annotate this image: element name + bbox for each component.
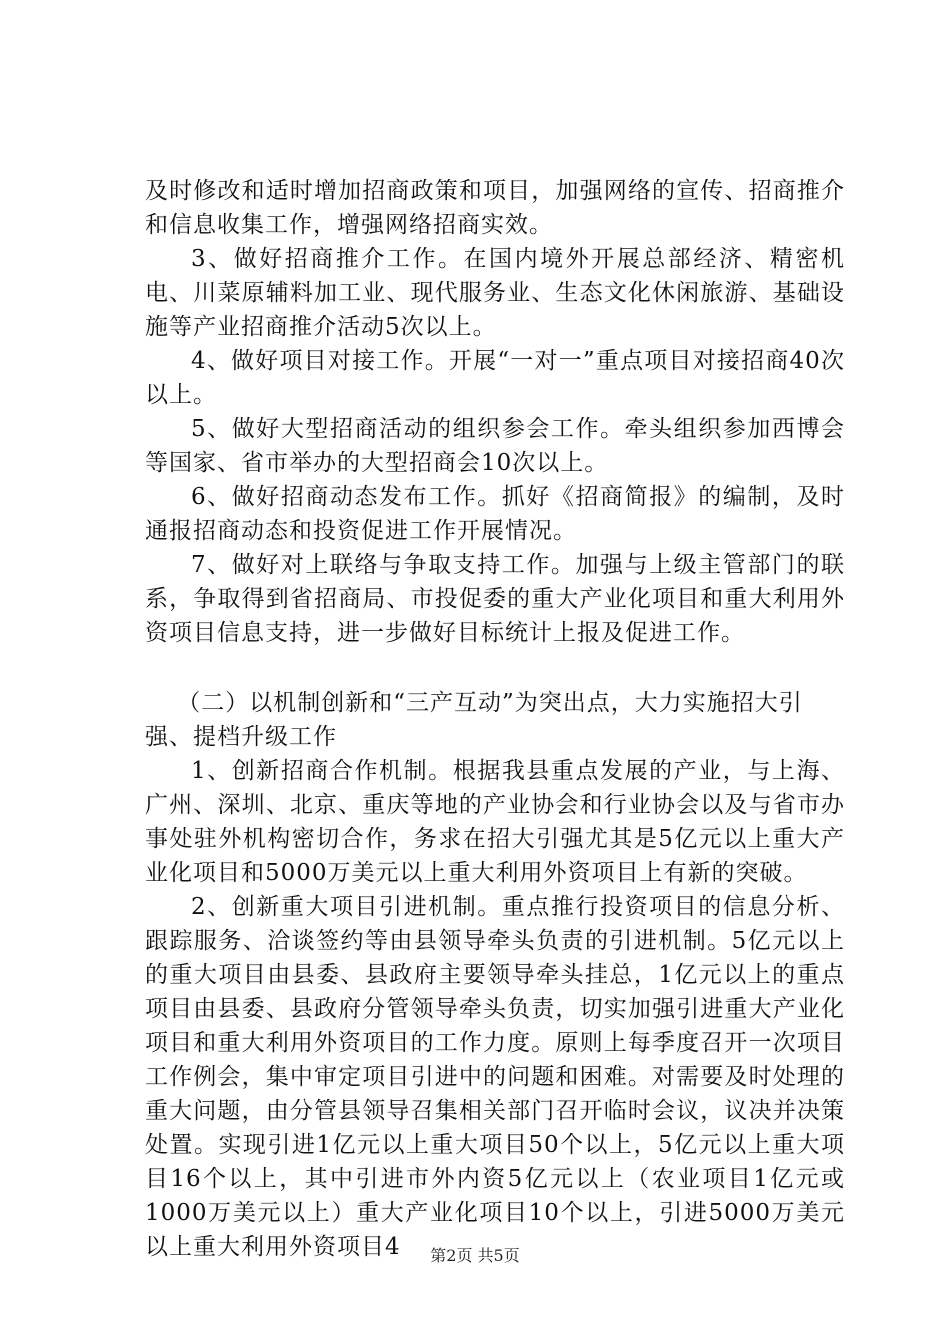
paragraph-section2-item-2: 2、创新重大项目引进机制。重点推行投资项目的信息分析、跟踪服务、洽谈签约等由县领导牵头负责的引进机制。5亿元以上的重大项目由县委、县政府主要领导牵头挂总，1亿元以上的重点项目由县委、县政府分管领导牵头负责，切实加强引进重大产业化项目和重大利用外资项目的工作力度。原则上每季度召开一次项目工作例会，集中审定项目引进中的问题和困难。对需要及时处理的重大问题，由分管县领导召集相关部门召开临时会议，议决并决策处置。实现引进1亿元以上重大项目50个以上，5亿元以上重大项目16个以上，其中引进市外内资5亿元以上（农业项目1亿元或1000万美元以上）重大产业化项目10个以上，引进5000万美元以上重大利用外资项目4 (145, 894, 845, 1260)
paragraph-item-7: 7、做好对上联络与争取支持工作。加强与上级主管部门的联系，争取得到省招商局、市投促委的重大产业化项目和重大利用外资项目信息支持，进一步做好目标统计上报及促进工作。 (145, 552, 845, 646)
paragraph-continuation: 及时修改和适时增加招商政策和项目，加强网络的宣传、招商推介和信息收集工作，增强网络招商实效。 (145, 178, 845, 238)
paragraph-section2-item-1: 1、创新招商合作机制。根据我县重点发展的产业，与上海、广州、深圳、北京、重庆等地的产业协会和行业协会以及与省市办事处驻外机构密切合作，务求在招大引强尤其是5亿元以上重大产业化项目和5000万美元以上重大利用外资项目上有新的突破。 (145, 758, 845, 886)
document-body (145, 174, 845, 1264)
page-footer: 第2页 共5页 (430, 1246, 520, 1265)
section-gap (145, 650, 845, 686)
section-heading: （二）以机制创新和“三产互动”为突出点，大力实施招大引强、提档升级工作 (145, 690, 803, 750)
paragraph-item-6: 6、做好招商动态发布工作。抓好《招商简报》的编制，及时通报招商动态和投资促进工作开展情况。 (145, 484, 845, 544)
paragraph-item-3: 3、做好招商推介工作。在国内境外开展总部经济、精密机电、川菜原辅料加工业、现代服务业、生态文化休闲旅游、基础设施等产业招商推介活动5次以上。 (145, 246, 845, 340)
paragraph-item-4: 4、做好项目对接工作。开展“一对一”重点项目对接招商40次以上。 (145, 348, 845, 408)
paragraph-item-5: 5、做好大型招商活动的组织参会工作。牵头组织参加西博会等国家、省市举办的大型招商会10次以上。 (145, 416, 845, 476)
